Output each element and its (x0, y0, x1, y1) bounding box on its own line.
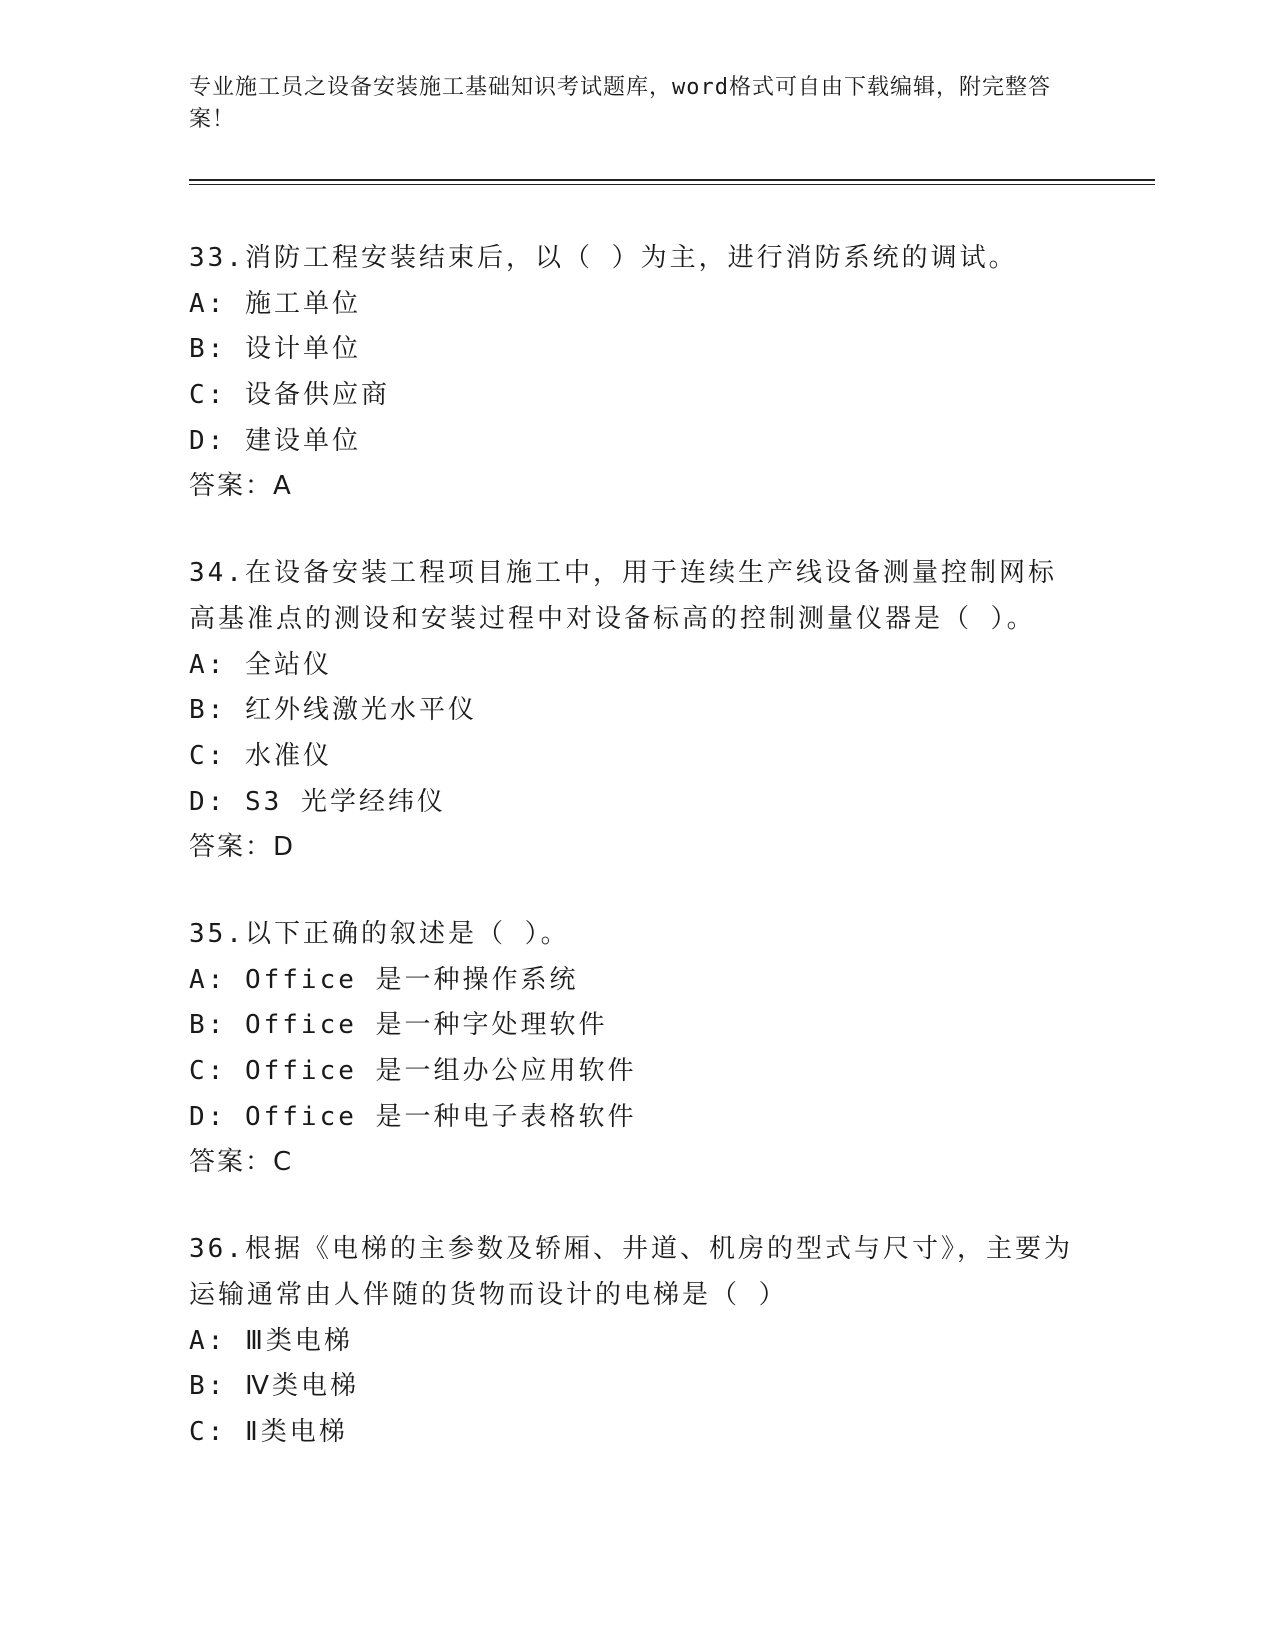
question-34 (189, 551, 1089, 871)
document-header: 专业施工员之设备安装施工基础知识考试题库，word格式可自由下载编辑，附完整答案！ (189, 75, 1051, 132)
answer-line: 答案：A (189, 471, 293, 502)
option-c: C: Office 是一组办公应用软件 (189, 1056, 637, 1087)
option-c: C: 水准仪 (189, 740, 332, 771)
question-35 (189, 912, 1089, 1186)
option-a: A: Ⅲ类电梯 (189, 1325, 353, 1356)
option-a: A: 全站仪 (189, 649, 332, 680)
answer-line: 答案：C (189, 1147, 294, 1178)
question-33 (189, 236, 1089, 510)
option-d: D: 建设单位 (189, 425, 361, 456)
option-b: B: 设计单位 (189, 334, 361, 365)
question-stem: 33.消防工程安装结束后，以（ ）为主，进行消防系统的调试。 (189, 243, 1018, 273)
option-c: C: 设备供应商 (189, 380, 390, 411)
question-stem: 36.根据《电梯的主参数及轿厢、井道、机房的型式与尺寸》，主要为运输通常由人伴随的货物而设计的电梯是（ ） (189, 1234, 1073, 1310)
header-divider-thin (189, 184, 1155, 185)
question-stem: 34.在设备安装工程项目施工中，用于连续生产线设备测量控制网标高基准点的测设和安装过程中对设备标高的控制测量仪器是（ ）。 (189, 558, 1057, 634)
option-d: D: Office 是一种电子表格软件 (189, 1101, 637, 1132)
option-a: A: Office 是一种操作系统 (189, 964, 579, 995)
header-divider-thick (189, 179, 1155, 181)
option-d: D: S3 光学经纬仪 (189, 786, 446, 817)
option-c: C: Ⅱ类电梯 (189, 1416, 348, 1447)
option-b: B: Office 是一种字处理软件 (189, 1010, 608, 1041)
question-36 (189, 1227, 1089, 1455)
question-list (189, 236, 1089, 1497)
option-b: B: 红外线激光水平仪 (189, 695, 477, 726)
answer-line: 答案：D (189, 832, 296, 863)
question-stem: 35.以下正确的叙述是（ ）。 (189, 918, 570, 949)
option-b: B: Ⅳ类电梯 (189, 1371, 359, 1402)
option-a: A: 施工单位 (189, 288, 361, 319)
